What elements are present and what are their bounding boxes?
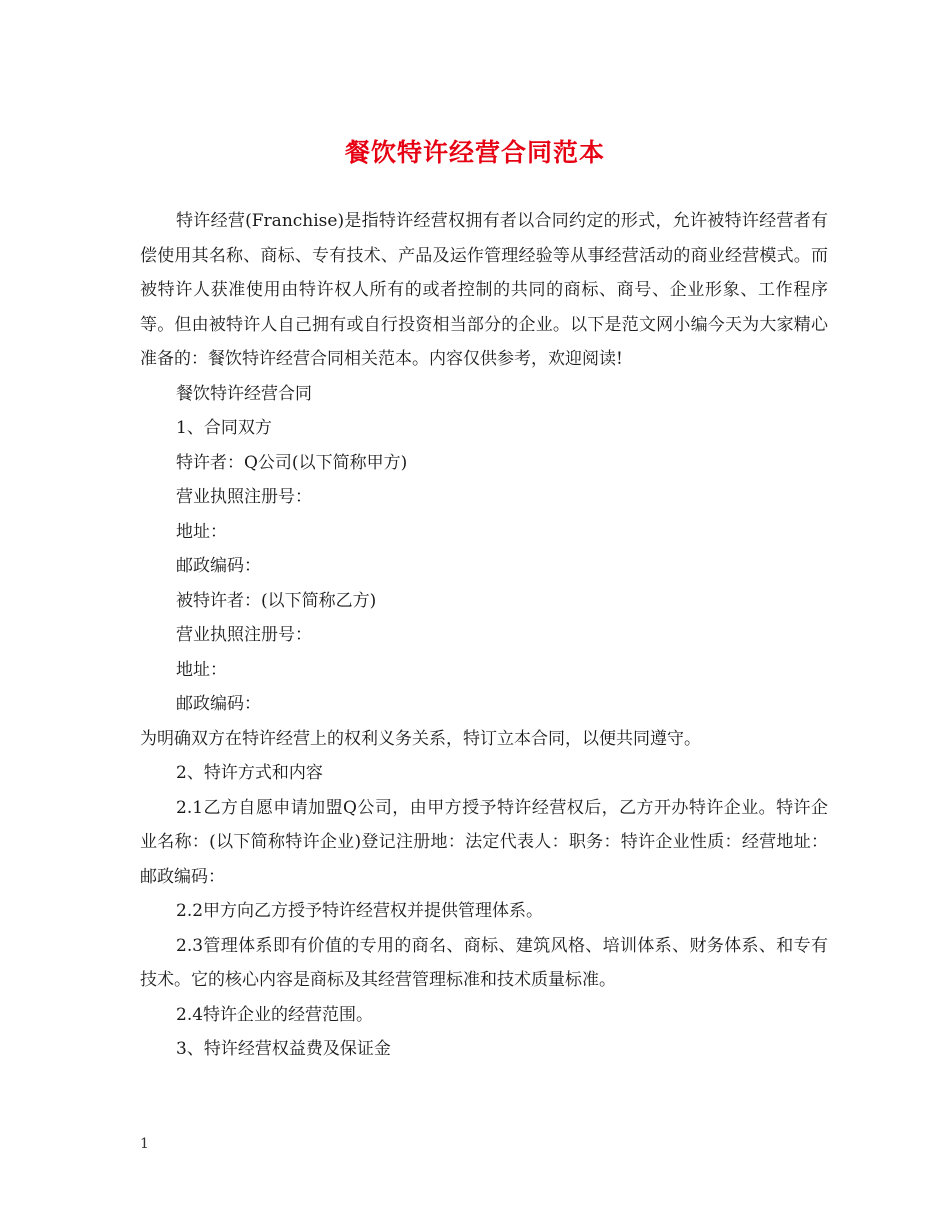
document-title: 餐饮特许经营合同范本 xyxy=(344,138,605,167)
franchisee-line: 被特许者：(以下简称乙方) xyxy=(176,590,377,611)
franchisor-postcode-line: 邮政编码： xyxy=(176,556,261,576)
intro-paragraph: 特许经营(Franchise)是指特许经营权拥有者以合同约定的形式，允许被特许经营者有偿使用其名称、商标、专有技术、产品及运作管理经验等从事经营活动的商业经营模式。而被特许人获准使用由特许权人所有的或者控制的共同的商标、商号、企业形象、工作程序等。但由被特许人自己拥有或自行投资相当部分的企业。以下是范文网小编今天为大家精心准备的：餐饮特许经营合同相关范本。内容仅供参考，欢迎阅读! xyxy=(140,211,828,369)
section-heading-2: 2、特许方式和内容 xyxy=(176,763,323,783)
clause-2-2: 2.2甲方向乙方授予特许经营权并提供管理体系。 xyxy=(176,901,544,921)
franchisor-line: 特许者：Q公司(以下简称甲方) xyxy=(176,452,408,473)
section-heading-3: 3、特许经营权益费及保证金 xyxy=(176,1039,391,1059)
franchisee-address-line: 地址： xyxy=(176,659,227,680)
franchisor-license-line: 营业执照注册号： xyxy=(176,487,312,507)
franchisor-address-line: 地址： xyxy=(176,521,227,542)
clause-2-4: 2.4特许企业的经营范围。 xyxy=(176,1004,374,1025)
page-number: 1 xyxy=(140,1136,149,1152)
purpose-paragraph: 为明确双方在特许经营上的权利义务关系，特订立本合同，以便共同遵守。 xyxy=(140,728,701,749)
franchisee-license-line: 营业执照注册号： xyxy=(176,625,312,645)
franchisee-postcode-line: 邮政编码： xyxy=(176,694,261,714)
contract-heading: 餐饮特许经营合同 xyxy=(176,383,312,404)
clause-2-3: 2.3管理体系即有价值的专用的商名、商标、建筑风格、培训体系、财务体系、和专有技术。它的核心内容是商标及其经营管理标准和技术质量标准。 xyxy=(140,935,828,990)
section-heading-1: 1、合同双方 xyxy=(176,418,272,438)
clause-2-1: 2.1乙方自愿申请加盟Q公司，由甲方授予特许经营权后，乙方开办特许企业。特许企业名称：(以下简称特许企业)登记注册地：法定代表人：职务：特许企业性质：经营地址：邮政编码： xyxy=(140,797,828,887)
document-body xyxy=(140,204,828,1067)
